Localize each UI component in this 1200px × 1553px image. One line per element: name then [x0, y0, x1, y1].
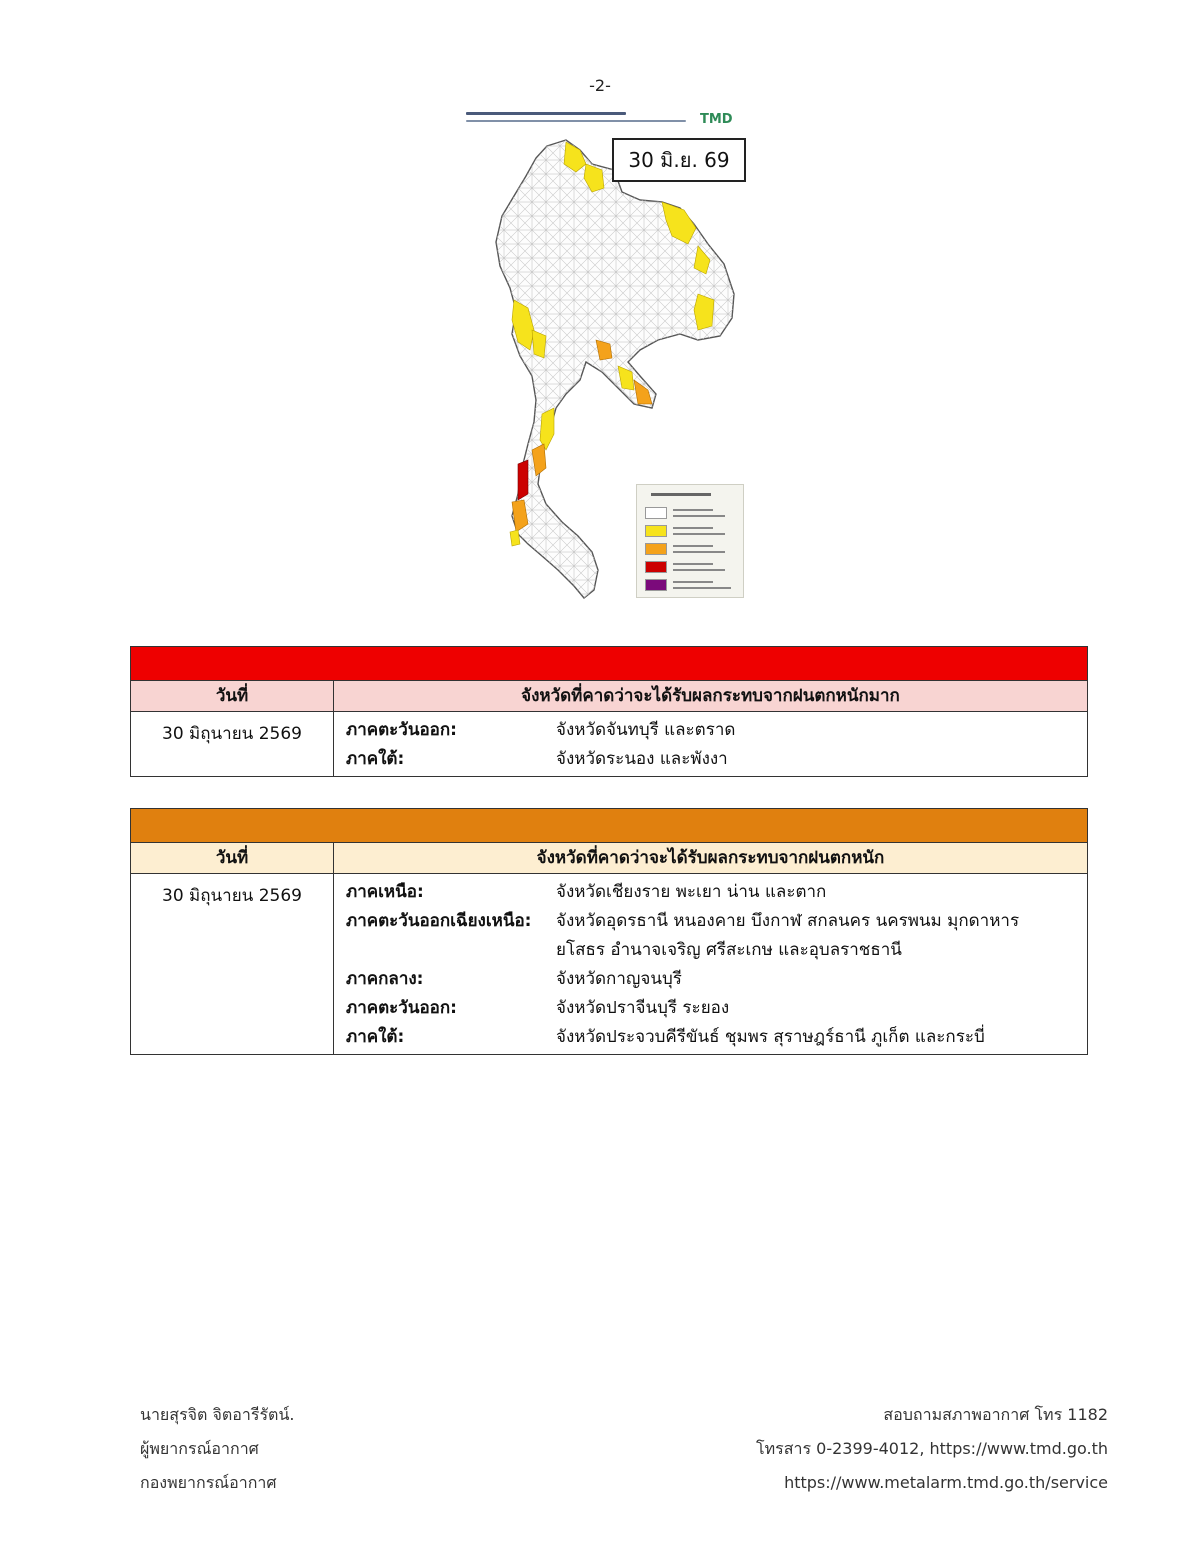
contact-fax-website[interactable]: โทรสาร 0-2399-4012, https://www.tmd.go.th — [756, 1439, 1108, 1458]
province-column-header: จังหวัดที่คาดว่าจะได้รับผลกระทบจากฝนตกหนักมาก — [521, 686, 900, 706]
province-list: จังหวัดประจวบคีรีขันธ์ ชุมพร สุราษฎร์ธานี ภูเก็ต และกระบี่ — [556, 1027, 985, 1047]
contact-phone: สอบถามสภาพอากาศ โทร 1182 — [883, 1405, 1108, 1424]
page-number: -2- — [589, 76, 611, 95]
forecaster-name: นายสุรจิต จิตอารีรัตน์. — [140, 1405, 295, 1424]
province-list: จังหวัดจันทบุรี และตราด — [556, 720, 736, 740]
forecast-date: 30 มิถุนายน 2569 — [131, 874, 334, 1054]
forecaster-title: ผู้พยากรณ์อากาศ — [140, 1439, 259, 1458]
legend-swatch — [645, 507, 667, 519]
table-row — [131, 711, 1087, 776]
contact-service-link[interactable]: https://www.metalarm.tmd.go.th/service — [784, 1473, 1108, 1492]
region-row — [346, 965, 1087, 994]
region-label: ภาคตะวันออกเฉียงเหนือ: — [346, 911, 532, 931]
heavy-rain-color-bar — [131, 809, 1087, 842]
province-list: จังหวัดเชียงราย พะเยา น่าน และตาก — [556, 882, 827, 902]
tmd-logo: TMD — [700, 112, 733, 127]
rain-forecast-map — [462, 104, 758, 604]
contact-info — [756, 1398, 1108, 1500]
forecaster-signature — [140, 1398, 294, 1500]
legend-item-level-2 — [645, 523, 737, 539]
region-row — [346, 878, 1087, 907]
table-header — [131, 842, 1087, 873]
very-heavy-rain-color-bar — [131, 647, 1087, 680]
legend-swatch — [645, 543, 667, 555]
region-label: ภาคใต้: — [346, 749, 405, 769]
date-column-header: วันที่ — [131, 681, 334, 711]
map-date-label: 30 มิ.ย. 69 — [612, 138, 746, 182]
region-row — [346, 745, 1087, 774]
province-list: จังหวัดอุดรธานี หนองคาย บึงกาฬ สกลนคร นครพนม มุกดาหาร ยโสธร อำนาจเจริญ ศรีสะเกษ และอุบลราชธานี — [556, 911, 1020, 960]
area-south-ranong — [518, 460, 528, 500]
region-label: ภาคกลาง: — [346, 969, 424, 989]
area-northeast-ubon — [694, 294, 714, 330]
region-label: ภาคเหนือ: — [346, 882, 424, 902]
legend-item-level-3 — [645, 541, 737, 557]
heavy-rain-table — [130, 808, 1088, 1055]
region-row — [346, 994, 1087, 1023]
table-row — [131, 873, 1087, 1054]
legend-title-line — [651, 493, 711, 496]
region-label: ภาคตะวันออก: — [346, 720, 457, 740]
province-list: จังหวัดปราจีนบุรี ระยอง — [556, 998, 730, 1018]
legend-swatch — [645, 561, 667, 573]
very-heavy-rain-table — [130, 646, 1088, 777]
map-legend — [636, 484, 744, 598]
region-row — [346, 716, 1087, 745]
region-label: ภาคใต้: — [346, 1027, 405, 1047]
province-list: จังหวัดกาญจนบุรี — [556, 969, 682, 989]
table-header — [131, 680, 1087, 711]
province-list: จังหวัดระนอง และพังงา — [556, 749, 728, 769]
forecast-date: 30 มิถุนายน 2569 — [131, 712, 334, 776]
area-south-prachuap — [540, 408, 554, 450]
legend-item-level-4 — [645, 559, 737, 575]
legend-swatch — [645, 579, 667, 591]
legend-item-level-1 — [645, 505, 737, 521]
legend-swatch — [645, 525, 667, 537]
region-row — [346, 1023, 1087, 1052]
province-column-header: จังหวัดที่คาดว่าจะได้รับผลกระทบจากฝนตกหนัก — [536, 848, 885, 868]
area-south-phuket — [510, 530, 520, 546]
region-label: ภาคตะวันออก: — [346, 998, 457, 1018]
region-row — [346, 907, 1087, 965]
legend-item-level-5 — [645, 577, 737, 593]
date-column-header: วันที่ — [131, 843, 334, 873]
forecaster-division: กองพยากรณ์อากาศ — [140, 1473, 277, 1492]
